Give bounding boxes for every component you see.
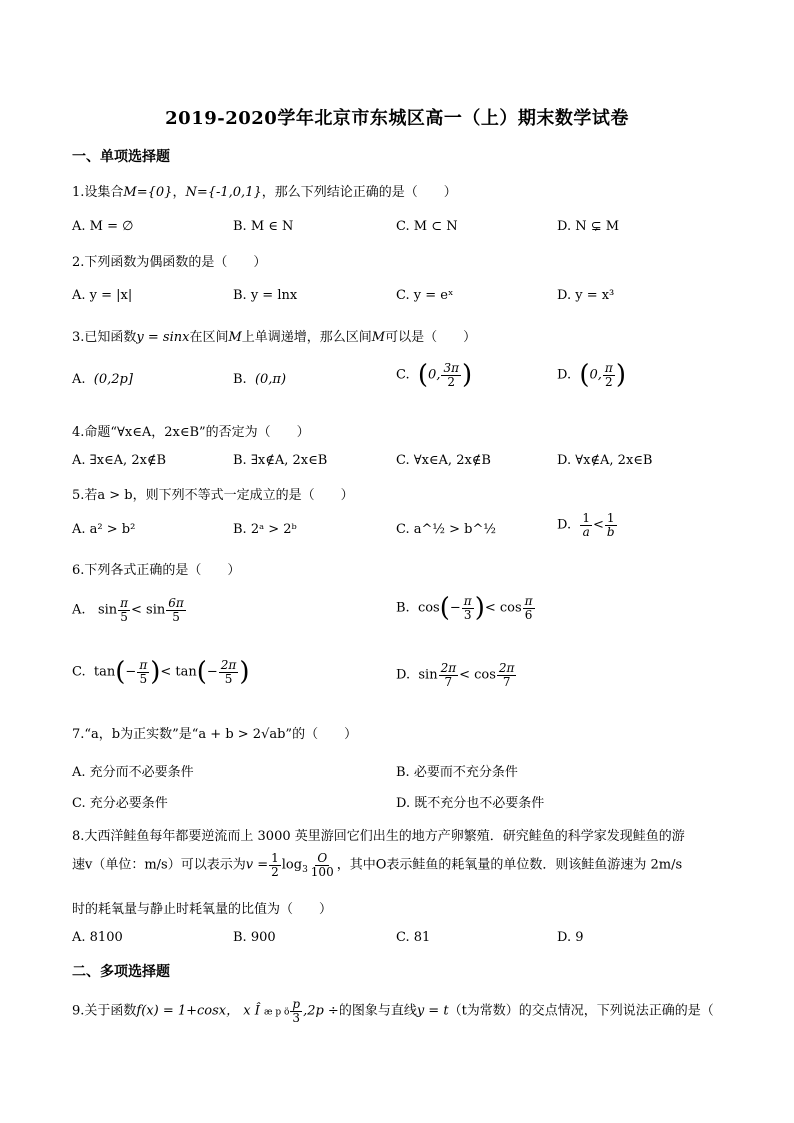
- fraction: [269, 852, 281, 878]
- question-8-line-2: [72, 852, 682, 878]
- equation-lhs: v =: [245, 857, 269, 873]
- numerator: π: [524, 593, 533, 608]
- option-b: B. M ∈ N: [233, 219, 294, 234]
- interval-symbol: M: [371, 330, 386, 345]
- denominator: 5: [172, 609, 180, 624]
- function-name: sin: [97, 602, 118, 618]
- separator: ，: [172, 185, 186, 200]
- fraction: [118, 597, 130, 623]
- option-c: C. y = eˣ: [396, 288, 454, 303]
- function-name: sin: [418, 667, 438, 683]
- option-value: 0,: [428, 367, 441, 383]
- option-value: 0,: [589, 367, 602, 383]
- option-c: C. 充分必要条件: [72, 796, 168, 811]
- option-c: C. M ⊂ N: [396, 219, 458, 234]
- option-a: A. ∃x∈A, 2x∉B: [72, 453, 167, 468]
- question-1: [72, 181, 457, 200]
- option-b: B. cos(− $\frac{\pi}{3}$ )< cos $\frac{\pi}{6}$: [396, 593, 533, 623]
- fraction: [580, 512, 592, 538]
- option-d: D. ∀x∉A, 2x∈B: [557, 453, 653, 468]
- option-d: D. 既不充分也不必要条件: [396, 796, 545, 811]
- question-text: （t为常数）的交点情况，下列说法正确的是（: [448, 1003, 714, 1019]
- function-expression: y = sinx: [136, 330, 190, 345]
- option-label: D.: [557, 517, 572, 533]
- option-label: A.: [72, 372, 86, 387]
- interval-symbol: M: [228, 330, 242, 345]
- question-text: 1.设集合: [72, 185, 124, 200]
- fraction: [497, 662, 517, 688]
- page-title: 2019-2020学年北京市东城区高一（上）期末数学试卷: [165, 108, 629, 129]
- option-d: D. N ⊊ M: [557, 219, 620, 234]
- section-heading-single-choice: 一、单项选择题: [72, 149, 170, 165]
- question-8-line-1: 8.大西洋鲑鱼每年都要逆流而上 3000 英里游回它们出生的地方产卵繁殖．研究鲑鱼的科学家发现鲑鱼的游: [72, 829, 685, 844]
- numerator: 3π: [443, 360, 459, 375]
- option-label: A.: [72, 602, 86, 618]
- option-b: [233, 372, 286, 387]
- option-a: A. 8100: [72, 930, 123, 945]
- option-a: A. y = |x|: [72, 288, 133, 303]
- question-text: ，其中O表示鲑鱼的耗氧量的单位数．则该鲑鱼游速为 2m/s: [336, 857, 683, 873]
- fraction: [439, 662, 459, 688]
- question-text: 可以是（ ）: [385, 330, 477, 345]
- log-base: 3: [302, 865, 308, 876]
- option-d: D. (0, $\frac{\pi}{2}$ ): [557, 360, 626, 390]
- question-3: [72, 326, 476, 345]
- question-text: 3.已知函数: [72, 330, 137, 345]
- option-label: C.: [72, 664, 86, 680]
- fraction: [219, 659, 239, 685]
- numerator: π: [604, 360, 613, 375]
- numerator: 1: [271, 851, 279, 865]
- domain-symbol: x Î: [243, 1003, 264, 1019]
- option-a: A. a² > b²: [72, 522, 136, 537]
- denominator: b: [606, 524, 615, 539]
- option-label: C.: [396, 367, 410, 383]
- comparison: < tan: [160, 664, 197, 680]
- numerator: π: [139, 657, 148, 672]
- option-value: (0,2p]: [93, 372, 133, 387]
- question-5: 5.若a > b，则下列不等式一定成立的是（ ）: [72, 488, 354, 503]
- denominator: 3: [463, 607, 472, 622]
- fraction: [603, 362, 615, 388]
- question-text: 上单调递增，那么区间: [241, 330, 372, 345]
- option-c: C. ∀x∈A, 2x∉B: [396, 453, 491, 468]
- fraction: [166, 597, 186, 623]
- numerator: 1: [606, 511, 615, 525]
- fraction: [605, 512, 617, 538]
- question-text: ，那么下列结论正确的是（ ）: [261, 185, 457, 200]
- option-c: C. a^½ > b^½: [396, 522, 496, 537]
- question-7: 7.“a，b为正实数”是“a + b > 2√ab”的（ ）: [72, 727, 358, 742]
- function-name: tan: [93, 664, 116, 680]
- function-name: cos: [417, 600, 440, 616]
- garbled-bracket: æ p ö: [264, 1007, 290, 1018]
- numerator: π: [120, 596, 129, 610]
- option-a: A. 充分而不必要条件: [72, 765, 194, 780]
- fraction: [462, 595, 474, 621]
- question-6: 6.下列各式正确的是（ ）: [72, 563, 241, 578]
- option-a: [72, 372, 133, 387]
- function-expression: f(x) = 1+cosx，: [136, 1003, 240, 1019]
- fraction: [309, 852, 336, 878]
- denominator: 3: [292, 1010, 301, 1025]
- numerator: 2π: [498, 661, 515, 675]
- comparison: < sin: [131, 602, 166, 618]
- fraction: [137, 659, 149, 685]
- numerator: 2π: [440, 661, 457, 675]
- question-text: 的图象与直线: [338, 1003, 417, 1019]
- question-4: 4.命题“∀x∈A，2x∈B”的否定为（ ）: [72, 425, 310, 440]
- option-b: B. 2ᵃ > 2ᵇ: [233, 522, 297, 537]
- comparison: < cos: [459, 667, 496, 683]
- question-text: 9.关于函数: [72, 1003, 137, 1019]
- option-c: C. (0, $\frac{3\pi}{2}$ ): [396, 360, 473, 390]
- numerator: 2π: [220, 657, 237, 672]
- denominator: 5: [120, 609, 128, 624]
- option-value: (0,π): [254, 372, 287, 387]
- denominator: 5: [224, 671, 233, 686]
- option-c: C. tan(− $\frac{\pi}{5}$ )< tan(− $\frac{2\pi}{5}$ ): [72, 657, 250, 687]
- option-b: B. 900: [233, 930, 276, 945]
- option-d: D. 9: [557, 930, 584, 945]
- question-text: 速v（单位：m/s）可以表示为: [72, 857, 246, 873]
- fraction: [290, 998, 302, 1024]
- option-label: D.: [557, 367, 572, 383]
- option-b: B. ∃x∉A, 2x∈B: [233, 453, 328, 468]
- denominator: 2: [605, 374, 613, 389]
- denominator: 6: [524, 607, 533, 622]
- question-9: [72, 998, 714, 1024]
- option-d: D. y = x³: [557, 288, 615, 303]
- denominator: 2: [447, 374, 456, 389]
- option-label: B.: [396, 600, 410, 616]
- option-b: B. y = lnx: [233, 288, 298, 303]
- line-expression: y = t: [416, 1003, 449, 1019]
- numerator: 1: [582, 511, 590, 525]
- domain-tail: ,2p ÷: [303, 1003, 339, 1019]
- option-d: [557, 512, 618, 538]
- option-c: C. 81: [396, 930, 431, 945]
- denominator: 2: [271, 864, 279, 879]
- log-function: log: [281, 857, 303, 873]
- numerator: 6π: [168, 596, 184, 610]
- option-b: B. 必要而不充分条件: [396, 765, 518, 780]
- comparison: < cos: [484, 600, 522, 616]
- option-d: [396, 662, 517, 688]
- question-8-line-3: 时的耗氧量与静止时耗氧量的比值为（ ）: [72, 902, 333, 917]
- option-a: [72, 597, 187, 623]
- numerator: p: [292, 997, 301, 1011]
- denominator: a: [582, 524, 590, 539]
- option-a: A. M = ∅: [72, 219, 134, 234]
- section-heading-multiple-choice: 二、多项选择题: [72, 964, 170, 980]
- less-than: <: [593, 517, 604, 533]
- fraction: [523, 595, 535, 621]
- denominator: 7: [444, 674, 453, 689]
- denominator: 7: [502, 674, 511, 689]
- option-label: D.: [396, 667, 411, 683]
- numerator: π: [463, 593, 472, 608]
- fraction: [441, 362, 461, 388]
- option-label: B.: [233, 372, 247, 387]
- denominator: 5: [139, 671, 148, 686]
- question-2: 2.下列函数为偶函数的是（ ）: [72, 255, 267, 270]
- denominator: 100: [310, 864, 334, 879]
- question-text: 在区间: [189, 330, 229, 345]
- set-m-definition: M={0}: [123, 185, 173, 200]
- set-n-definition: N={-1,0,1}: [185, 185, 262, 200]
- numerator: O: [317, 851, 328, 865]
